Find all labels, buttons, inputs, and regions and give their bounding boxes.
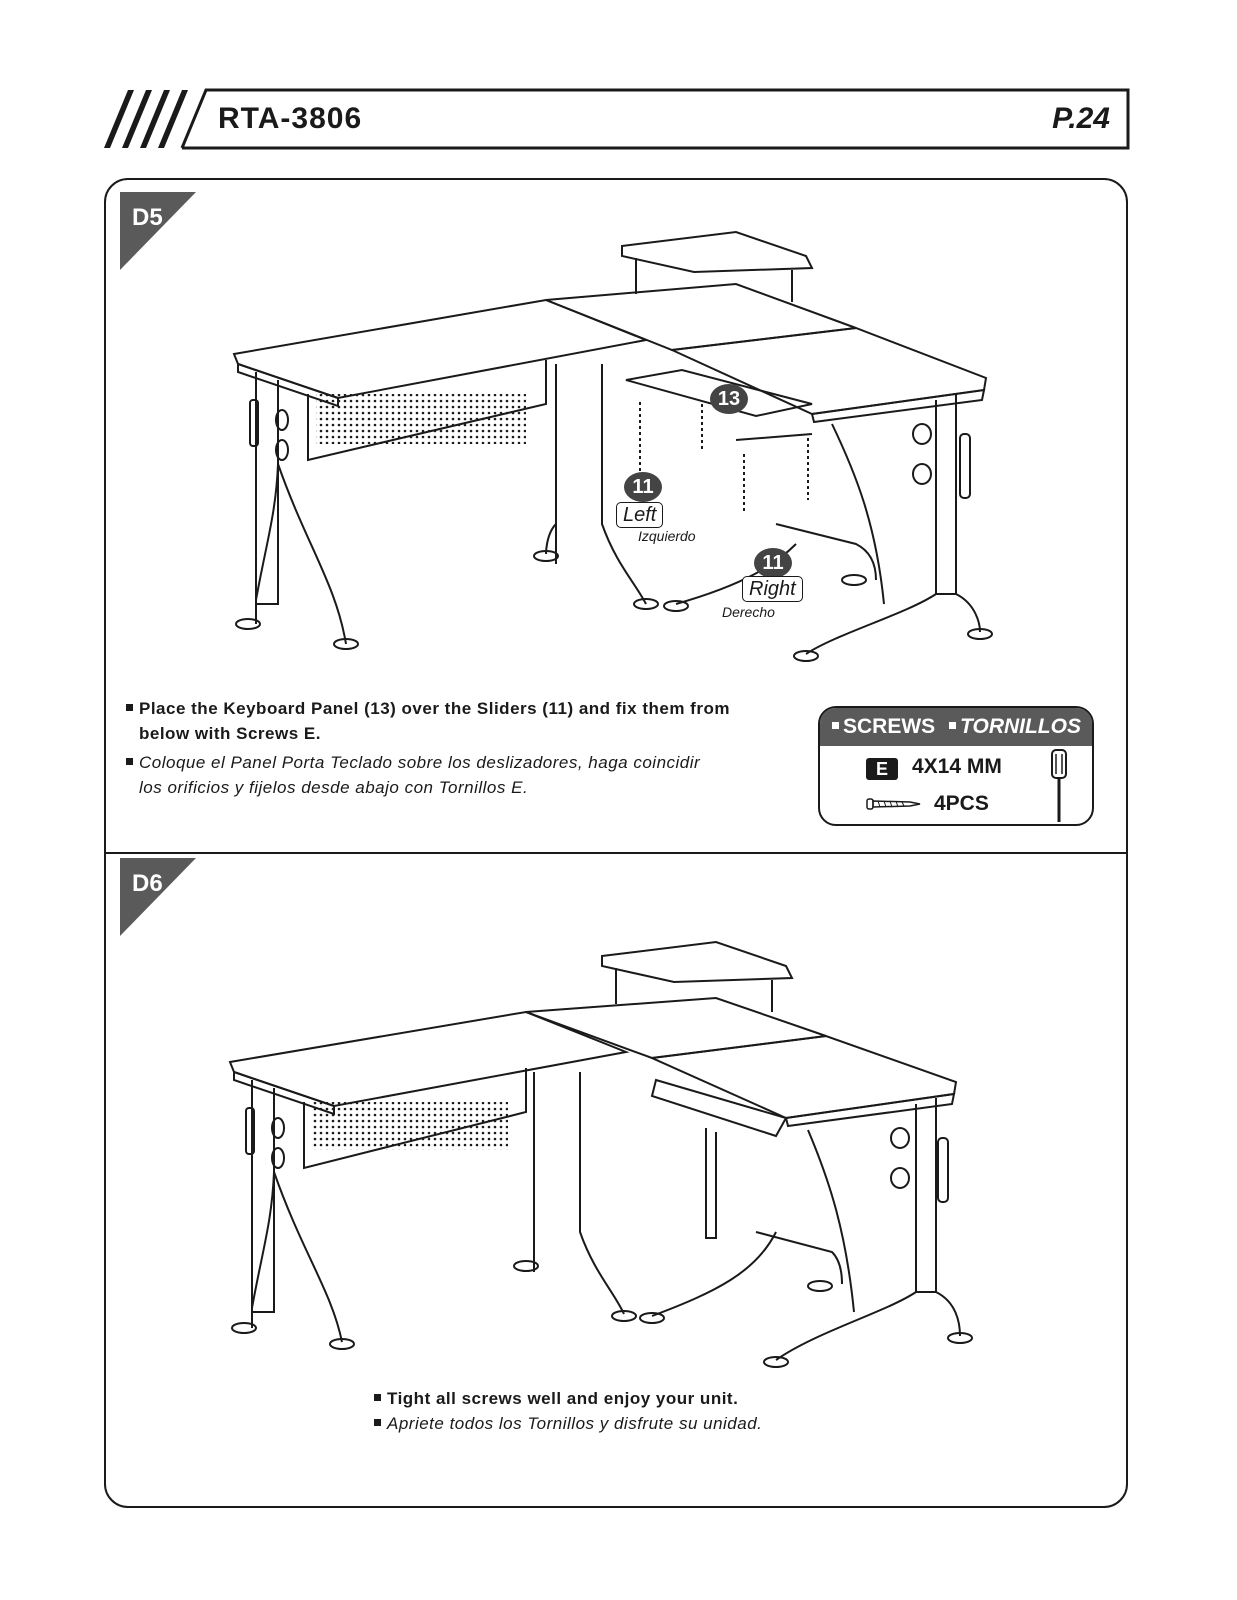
screws-title-en: SCREWS (843, 715, 936, 738)
step-tag-d5 (120, 192, 200, 272)
bullet-icon (126, 758, 133, 765)
screw-icon (866, 796, 922, 812)
screw-letter: E (866, 758, 898, 780)
step-label: D5 (132, 204, 163, 231)
step-tag-d6 (120, 858, 200, 938)
instruction-frame (104, 178, 1128, 1508)
page-number: P.24 (1052, 102, 1110, 135)
screw-size: 4X14 MM (912, 755, 1002, 778)
desk-illustration-d5 (216, 224, 1016, 674)
screwdriver-icon (1046, 748, 1072, 826)
bullet-icon (374, 1394, 381, 1401)
callout-slider-left-11: 11 (624, 472, 662, 502)
step-divider (106, 852, 1126, 854)
page-header (104, 88, 1130, 150)
instruction-d5 (126, 696, 816, 800)
header-stripes-icon (104, 90, 188, 148)
instruction-d6-es: Apriete todos los Tornillos y disfrute su unidad. (387, 1414, 763, 1433)
callout-panel-13: 13 (710, 384, 748, 414)
screws-title-es: TORNILLOS (960, 715, 1081, 738)
callout-right-es: Derecho (722, 604, 775, 620)
bullet-icon (374, 1419, 381, 1426)
callout-right: Right (742, 576, 803, 602)
instruction-d6-en: Tight all screws well and enjoy your unit. (387, 1389, 739, 1408)
instruction-es-line2: los orificios y fijelos desde abajo con Tornillos E. (139, 778, 529, 797)
step-label: D6 (132, 870, 163, 897)
desk-illustration-d6 (216, 932, 1016, 1372)
screws-box-title (820, 708, 1092, 746)
instruction-en-line1: Place the Keyboard Panel (13) over the Sliders (11) and fix them from (139, 699, 730, 718)
instruction-es-line1: Coloque el Panel Porta Teclado sobre los deslizadores, haga coincidir (139, 753, 701, 772)
bullet-icon (126, 704, 133, 711)
callout-left-es: Izquierdo (638, 528, 696, 544)
instruction-d6 (374, 1386, 894, 1436)
model-number: RTA-3806 (218, 102, 363, 135)
callout-left: Left (616, 502, 663, 528)
callout-slider-right-11: 11 (754, 548, 792, 578)
screws-box (818, 706, 1094, 826)
instruction-en-line2: below with Screws E. (139, 724, 321, 743)
screw-qty: 4PCS (934, 792, 989, 815)
